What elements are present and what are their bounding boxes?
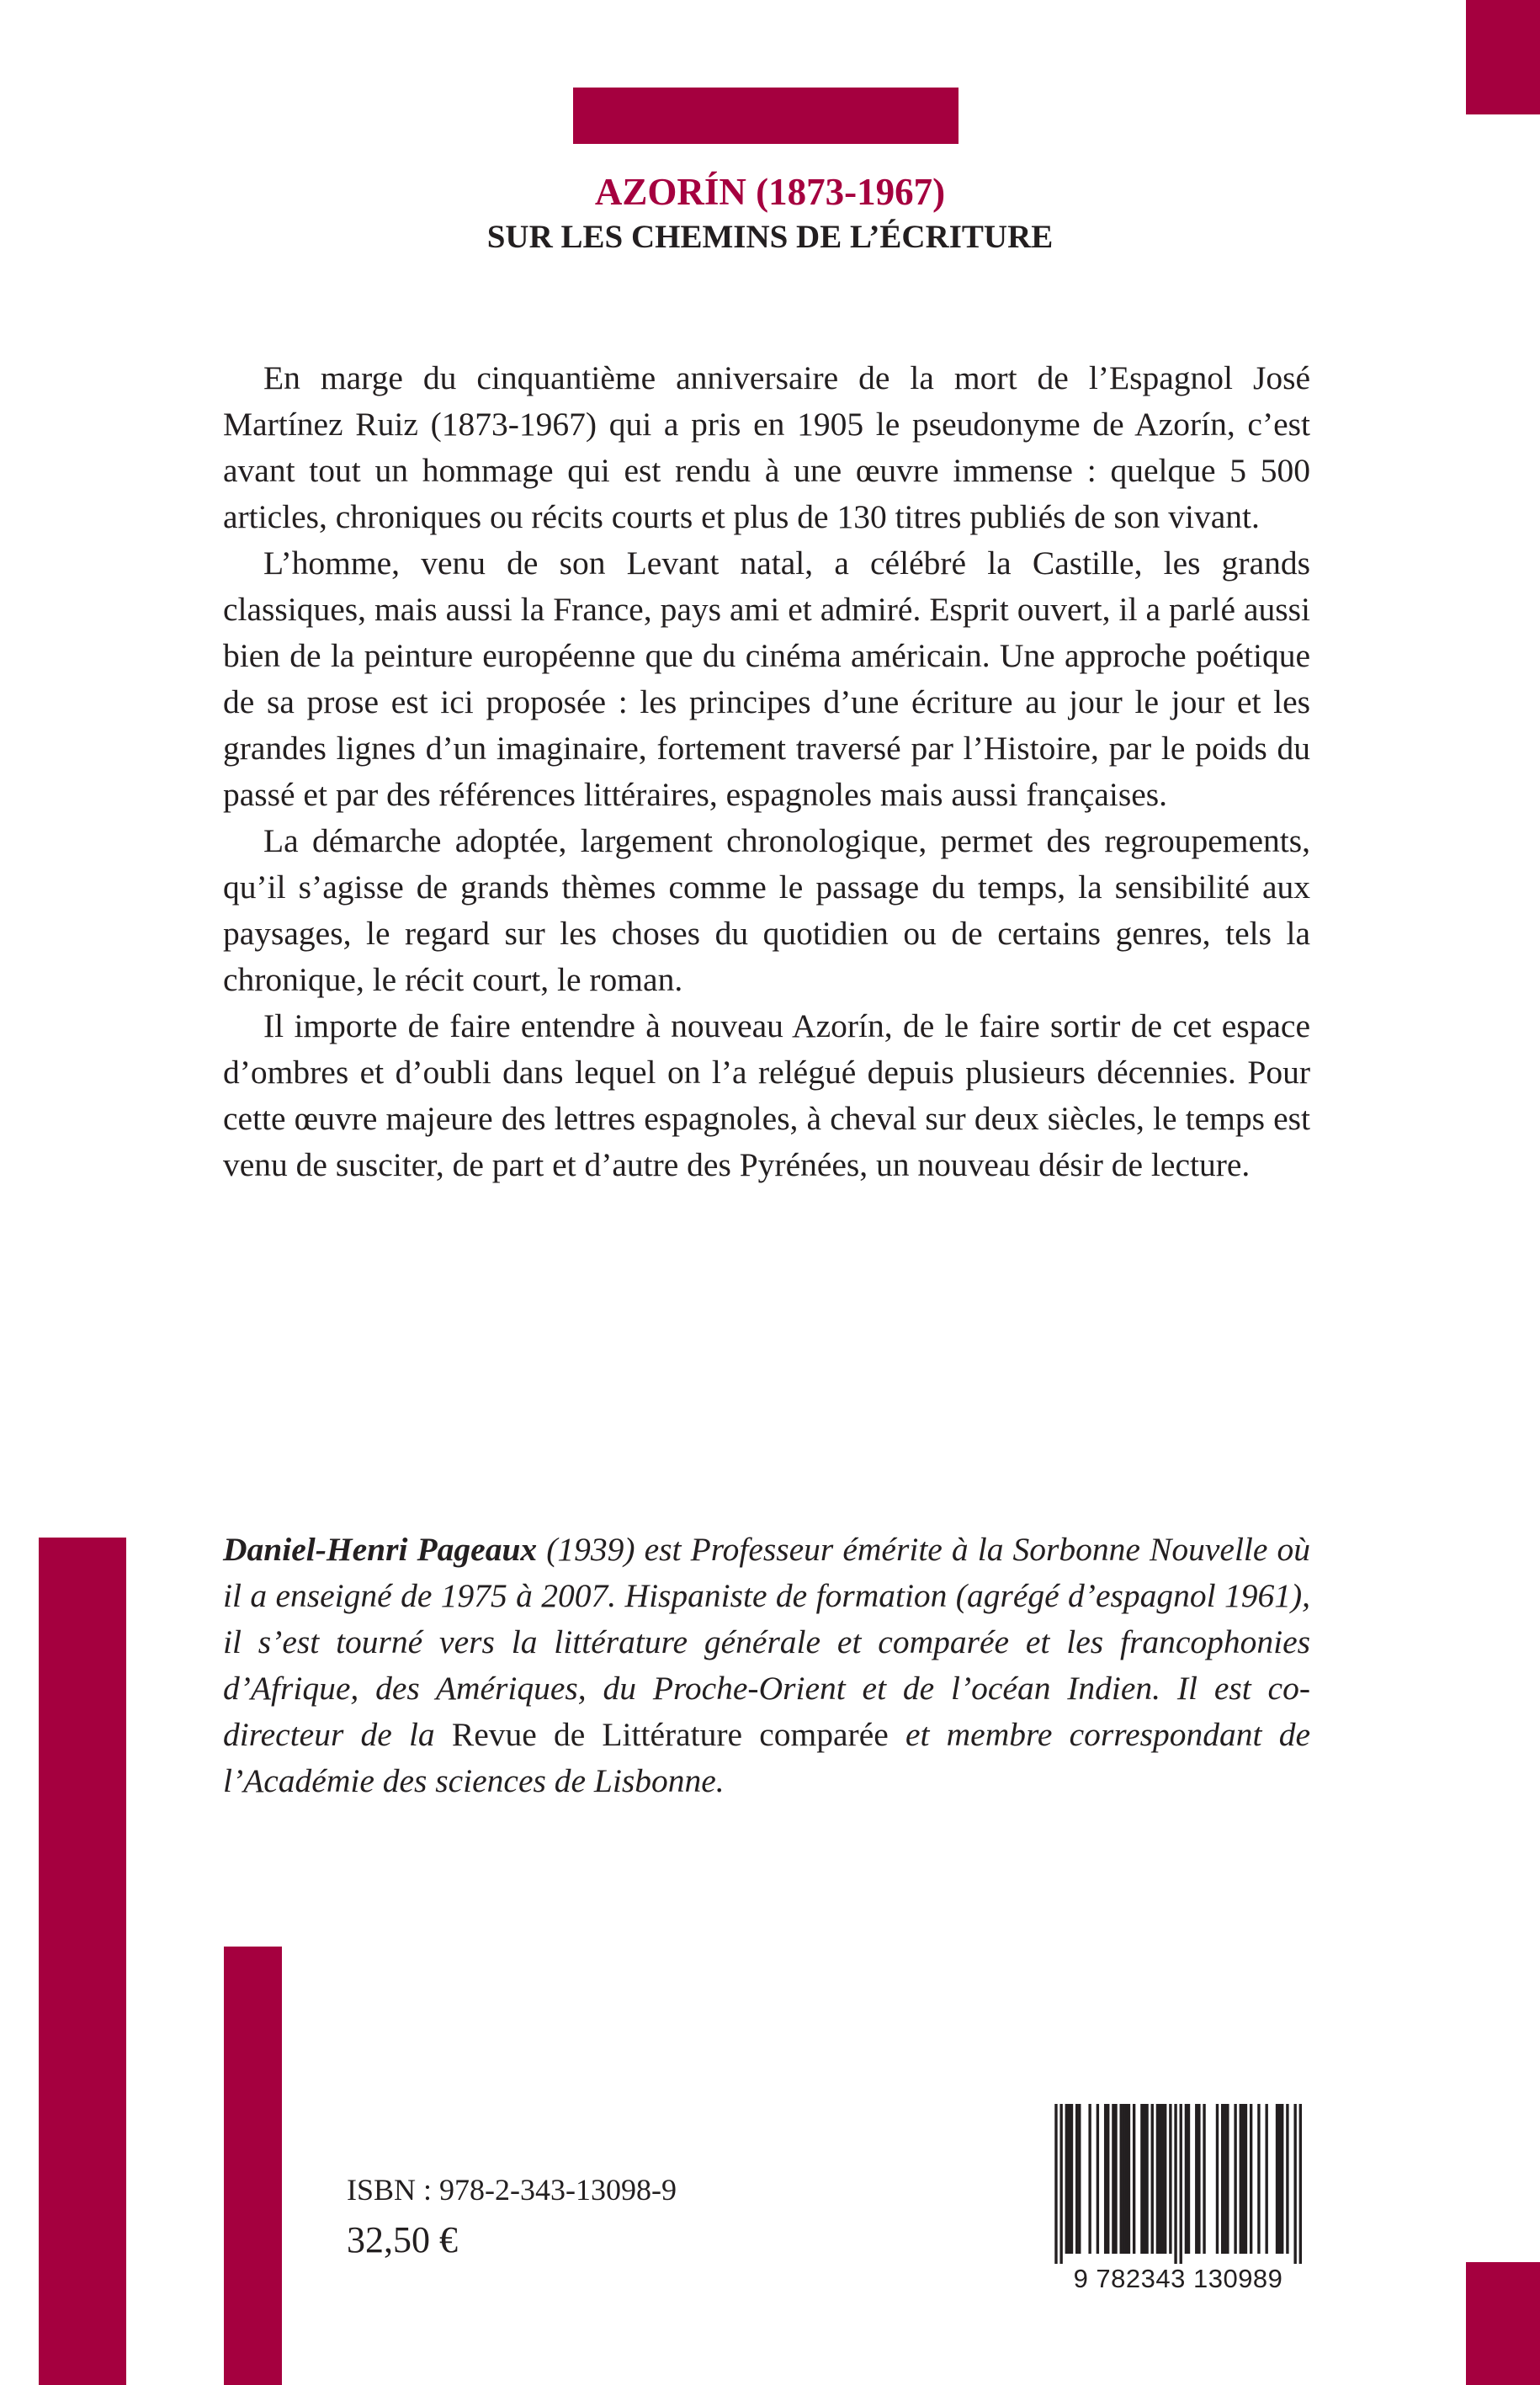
barcode-bar <box>1161 2104 1164 2254</box>
barcode-bar <box>1128 2104 1130 2254</box>
barcode-bar <box>1065 2104 1068 2254</box>
barcode-bar <box>1068 2104 1070 2254</box>
barcode-bar <box>1159 2104 1161 2254</box>
barcode-bar <box>1164 2104 1166 2254</box>
summary-paragraph: L’homme, venu de son Levant natal, a célébré la Castille, les grands classiques, mais aussi la France, pays ami et admiré. Esprit ouvert, il a parlé aussi bien de la peinture européenne que du cinéma américain. Une approche poétique de sa prose est ici proposée : les principes d’une écriture au jour le jour et les grandes lignes d’un imaginaire, fortement traversé par l’Histoire, par le poids du passé et par des références littéraires, espagnoles mais aussi françaises. <box>223 544 1310 813</box>
barcode-bar <box>1250 2104 1252 2254</box>
barcode-bar <box>1123 2104 1125 2254</box>
barcode-bar <box>1195 2104 1197 2254</box>
barcode-bar <box>1203 2104 1205 2254</box>
author-name: Daniel-Henri Pageaux <box>223 1531 538 1568</box>
author-bio-text-2: et membre correspondant de l’Académie des sciences de Lisbonne. <box>223 1716 1310 1799</box>
barcode <box>1047 2104 1309 2264</box>
barcode-bar <box>1097 2104 1099 2254</box>
author-bio-paragraph <box>223 1527 1310 1804</box>
barcode-bar <box>1293 2104 1296 2264</box>
barcode-bar <box>1242 2104 1245 2254</box>
accent-bar-lower-left <box>224 1947 282 2385</box>
barcode-bar <box>1151 2104 1154 2254</box>
summary-paragraph: Il importe de faire entendre à nouveau Azorín, de le faire sortir de cet espace d’ombres et d’oubli dans lequel on l’a relégué depuis plusieurs décennies. Pour cette œuvre majeure des lettres espagnoles, à cheval sur deux siècles, le temps est venu de susciter, de part et d’autre des Pyrénées, un nouveau désir de lecture. <box>223 1007 1310 1183</box>
barcode-bar <box>1174 2104 1176 2264</box>
barcode-bar <box>1075 2104 1078 2254</box>
barcode-bar <box>1216 2104 1219 2254</box>
barcode-bar <box>1276 2104 1278 2254</box>
barcode-bar <box>1286 2104 1288 2254</box>
barcode-graphic <box>1047 2104 1309 2264</box>
barcode-bar <box>1070 2104 1073 2254</box>
barcode-bar <box>1265 2104 1267 2254</box>
book-subtitle: SUR LES CHEMINS DE L’ÉCRITURE <box>486 219 1054 255</box>
barcode-bar <box>1120 2104 1123 2254</box>
barcode-bar <box>1156 2104 1159 2254</box>
summary-paragraph: La démarche adoptée, largement chronologique, permet des regroupements, qu’il s’agisse de grands thèmes comme le passage du temps, la sensibilité aux paysages, le regard sur les choses du quotidien ou de certains genres, tels la chronique, le récit court, le roman. <box>223 822 1310 998</box>
barcode-digits: 9 782343 130989 <box>1073 2264 1283 2293</box>
barcode-bar <box>1145 2104 1148 2254</box>
book-title: AZORÍN (1873-1967) <box>594 171 946 213</box>
barcode-bar <box>1169 2104 1171 2254</box>
barcode-bar <box>1234 2104 1236 2254</box>
barcode-bar <box>1299 2104 1302 2264</box>
accent-bar-bottom-right <box>1466 2262 1540 2385</box>
barcode-bar <box>1104 2104 1107 2254</box>
barcode-bar <box>1125 2104 1128 2254</box>
barcode-bar <box>1278 2104 1281 2254</box>
barcode-bar <box>1240 2104 1242 2254</box>
barcode-bar <box>1221 2104 1224 2254</box>
barcode-bar <box>1114 2104 1117 2254</box>
summary-paragraph: En marge du cinquantième anniversaire de la mort de l’Espagnol José Martínez Ruiz (1873-1967) qui a pris en 1905 le pseudonyme de Azorín, c’est avant tout un hommage qui est rendu à une œuvre immense : quelque 5 500 articles, chroniques ou récits courts et plus de 130 titres publiés de son vivant. <box>223 359 1310 535</box>
price-label: 32,50 € <box>347 2219 458 2260</box>
barcode-bar <box>1185 2104 1187 2254</box>
barcode-bar <box>1257 2104 1260 2254</box>
barcode-bar <box>1245 2104 1247 2254</box>
barcode-bar <box>1107 2104 1109 2254</box>
barcode-bar <box>1078 2104 1081 2254</box>
barcode-bar <box>1112 2104 1114 2254</box>
barcode-bar <box>1140 2104 1143 2254</box>
barcode-bar <box>1187 2104 1190 2254</box>
barcode-bar <box>1059 2104 1062 2264</box>
accent-bar-top-right <box>1466 0 1540 114</box>
barcode-bar <box>1180 2104 1182 2264</box>
barcode-bar <box>1088 2104 1091 2254</box>
barcode-bar <box>1054 2104 1057 2264</box>
barcode-bar <box>1224 2104 1226 2254</box>
book-title-block <box>0 168 1540 259</box>
accent-bar-title <box>573 88 959 144</box>
journal-name: Revue de Littérature comparée <box>451 1716 889 1753</box>
barcode-bar <box>1143 2104 1145 2254</box>
author-bio-text-1: (1939) est Professeur émérite à la Sorbonne Nouvelle où il a enseigné de 1975 à 2007. Hispaniste de formation (agrégé d’espagnol 1961), il s’est tourné vers la littérature générale et comparée et les francophonies d’Afrique, des Amériques, du Proche-Orient et de l’océan Indien. Il est co-directeur de la <box>223 1531 1311 1753</box>
accent-bar-bio-left <box>39 1538 126 2385</box>
barcode-bar <box>1197 2104 1200 2254</box>
summary-text <box>223 355 1310 1188</box>
barcode-bar <box>1226 2104 1229 2254</box>
barcode-bar <box>1281 2104 1283 2254</box>
isbn-label: ISBN : 978-2-343-13098-9 <box>347 2173 677 2207</box>
author-bio <box>223 1527 1310 1804</box>
barcode-bar <box>1133 2104 1135 2254</box>
